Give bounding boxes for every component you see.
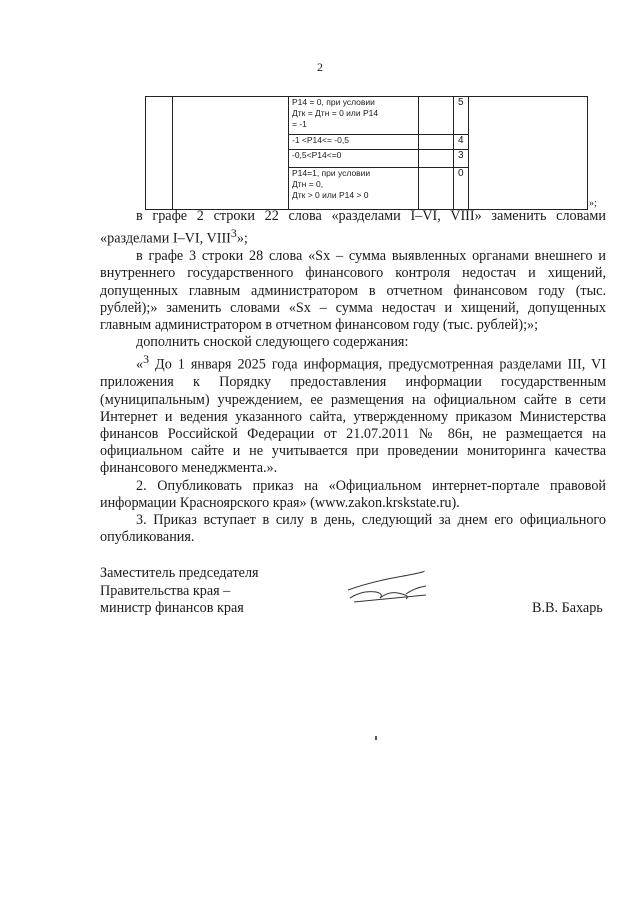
scan-speck: [375, 736, 377, 740]
table-closing-quote: »;: [589, 198, 597, 209]
condition-cell: [289, 150, 419, 168]
paragraph-amend-row-28: в графе 3 строки 28 слова «Sх – сумма выявленных органами внешнего и внутреннего государственного финансового контроля недостач и хищений, допущенных главным администратором в отчетном финансовом году (тыс. рублей);» заменить словами «Sх – сумма недостач и хищений, допущенных главным администратором в отчетном финансовом году (тыс. рублей);»;: [100, 248, 606, 333]
page-number: 2: [317, 60, 323, 74]
condition-line: Дтк = Дтн = 0 или Р14: [292, 108, 379, 118]
table-cell-empty: [419, 135, 454, 150]
table-cell-empty: [173, 97, 289, 210]
table-row: [146, 97, 588, 135]
criteria-table: [145, 96, 588, 210]
condition-cell: [289, 97, 419, 135]
condition-line: = -1: [292, 119, 307, 129]
signatory-line: министр финансов края: [100, 600, 244, 616]
body-text: [100, 208, 606, 546]
paragraph-footnote-text: «$^3$ До 1 января 2025 года информация, предусмотренная разделами III, VI приложения к Порядку предоставления информации государственным (муниципальным) учреждением, ее размещения на официальном сайте в сети Интернет и ведения указанного сайта, утвержденному приказом Министерства финансов Российской Федерации от 21.07.2011 № 86н, не размещается на официальном сайте и не учитывается при проведении мониторинга качества финансового менеджмента.».: [100, 352, 606, 477]
signatory-position: [100, 565, 259, 618]
condition-line: -0,5<Р14<=0: [292, 150, 342, 160]
condition-line: Дтн = 0,: [292, 179, 324, 189]
signatory-line: Заместитель председателя: [100, 565, 259, 581]
paragraph-add-footnote: дополнить сноской следующего содержания:: [136, 334, 409, 351]
footnote-mark: 3: [230, 226, 237, 241]
paragraph-effective: 3. Приказ вступает в силу в день, следующий за днем его официального опубликования.: [100, 511, 606, 546]
condition-line: Дтк > 0 или Р14 > 0: [292, 190, 369, 200]
condition-line: -1 <Р14<= -0,5: [292, 135, 349, 145]
score-cell: 3: [454, 150, 469, 168]
table-cell-empty: [419, 168, 454, 210]
handwritten-signature: [340, 568, 440, 608]
footnote-mark: 3: [143, 352, 150, 367]
signatory-name: В.В. Бахарь: [532, 600, 603, 616]
signatory-line: Правительства края –: [100, 582, 231, 599]
paragraph-publish: 2. Опубликовать приказ на «Официальном интернет-портале правовой информации Красноярского края» (www.zakon.krskstate.ru).: [100, 477, 606, 511]
table-cell-empty: [469, 97, 588, 210]
paragraph-amend-row-22: в графе 2 строки 22 слова «разделами I–VI, VIII» заменить словами «разделами I–VI, VIII$^3$»;: [100, 208, 606, 247]
score-cell: 0: [454, 168, 469, 210]
score-cell: 5: [454, 97, 469, 135]
table-cell-empty: [419, 150, 454, 168]
condition-cell: [289, 135, 419, 150]
table-cell-empty: [146, 97, 173, 210]
table-cell-empty: [419, 97, 454, 135]
condition-line: Р14=1, при условии: [292, 168, 371, 178]
score-cell: 4: [454, 135, 469, 150]
condition-cell: [289, 168, 419, 210]
condition-line: Р14 = 0, при условии: [292, 97, 375, 107]
